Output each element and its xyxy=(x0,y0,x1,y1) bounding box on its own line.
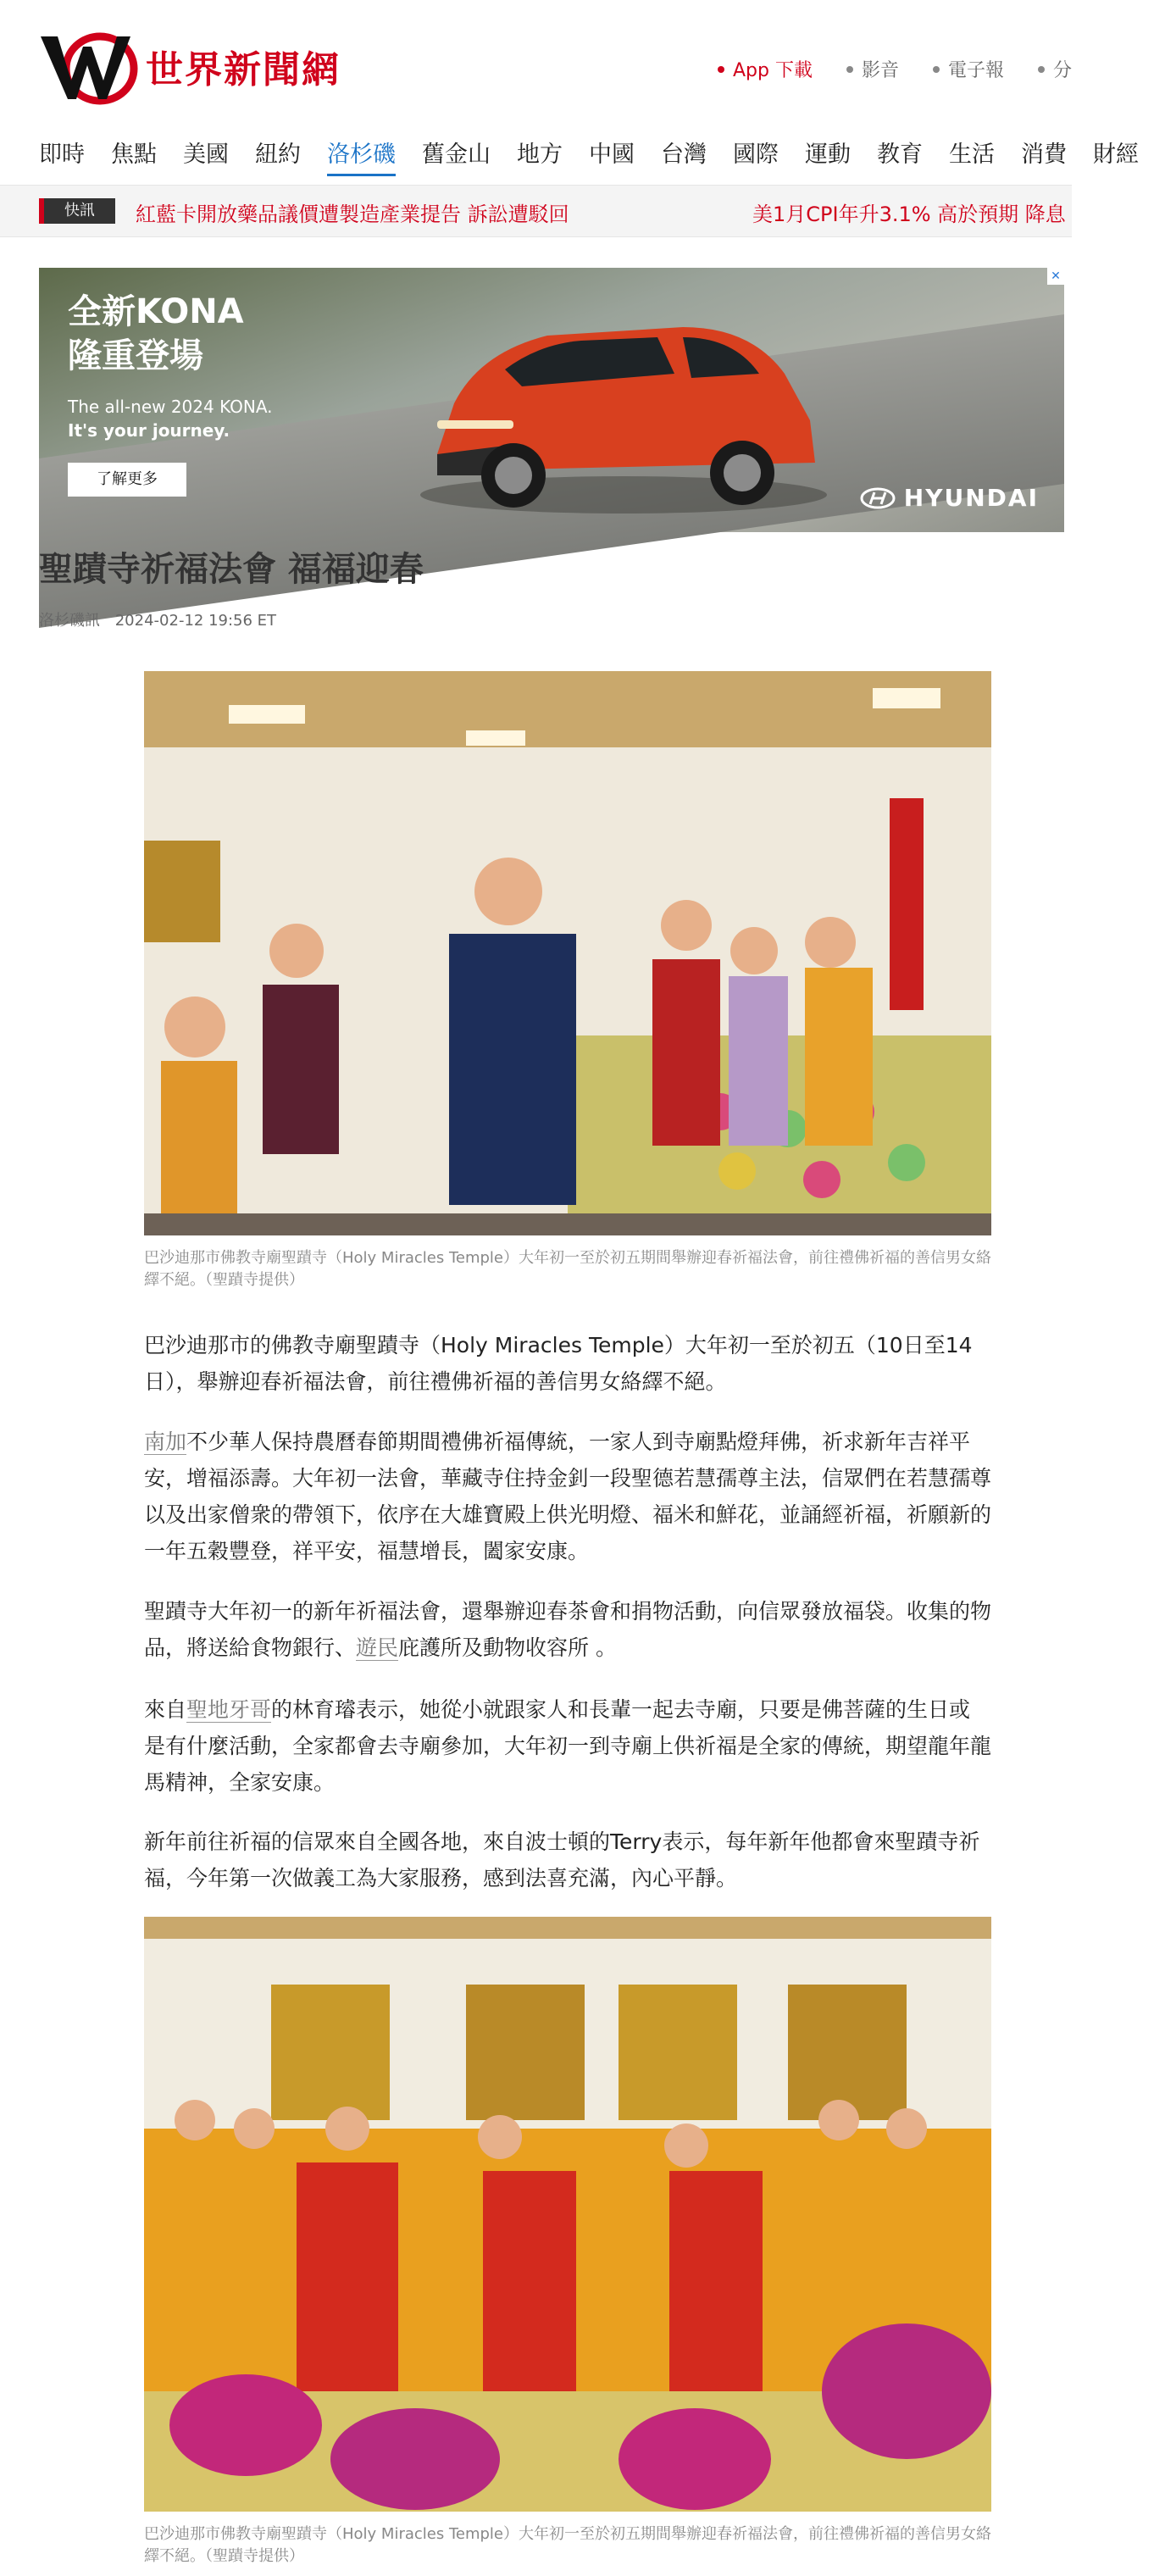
tag-link-homeless[interactable]: 遊民 xyxy=(356,1635,399,1660)
ad-tagline-line: The all-new 2024 KONA. xyxy=(68,397,273,417)
main-nav xyxy=(39,136,1165,176)
app-download-link[interactable] xyxy=(718,56,813,82)
nav-item-international[interactable]: 國際 xyxy=(733,142,779,168)
nav-item-san-francisco[interactable]: 舊金山 xyxy=(422,142,491,168)
paragraph-text: 聖蹟寺大年初一的新年祈福法會，還舉辦迎春茶會和捐物活動，向信眾發放福袋。收集的物品，將送給食物銀行、 xyxy=(144,1599,992,1660)
bullet-icon xyxy=(933,66,940,73)
ad-brand-logo xyxy=(860,484,1039,512)
paragraph-text: 不少華人保持農曆春節期間禮佛祈福傳統，一家人到寺廟點燈拜佛，祈求新年吉祥平安，增福添壽。大年初一法會，華藏寺住持金釗一段聖德若慧孺尊主法，信眾們在若慧孺尊以及出家僧衆的帶領下，依序在大雄寶殿上供光明燈、福米和鮮花，並誦經祈福，祈願新的一年五穀豐登，祥平安，福慧增長，闔家安康。 xyxy=(144,1430,992,1563)
article-photo[interactable] xyxy=(144,1917,991,2512)
article-paragraph xyxy=(144,1593,991,1666)
nav-item-new-york[interactable]: 紐約 xyxy=(255,142,301,168)
nav-item-local[interactable]: 地方 xyxy=(517,142,563,168)
ad-close-icon[interactable]: ✕ xyxy=(1047,268,1064,285)
logo-mark-icon xyxy=(39,28,141,104)
article-title: 聖蹟寺祈福法會 福福迎春 xyxy=(39,550,424,589)
top-link-label: 分 xyxy=(1052,60,1072,81)
article-source: 洛杉磯訊 xyxy=(39,612,100,630)
ad-headline: 全新KONA 隆重登場 xyxy=(68,292,244,375)
nav-item-taiwan[interactable]: 台灣 xyxy=(661,142,707,168)
top-link-label: 電子報 xyxy=(947,60,1004,81)
nav-item-sports[interactable]: 運動 xyxy=(805,142,851,168)
nav-item-finance[interactable]: 財經 xyxy=(1093,142,1139,168)
tag-link-san-diego[interactable]: 聖地牙哥 xyxy=(186,1697,272,1722)
monks-ceremony-photo xyxy=(144,1917,991,2512)
nav-item-los-angeles[interactable]: 洛杉磯 xyxy=(327,136,396,176)
top-link-label: App 下載 xyxy=(732,60,813,81)
share-link[interactable] xyxy=(1038,56,1072,82)
hyundai-logo-icon xyxy=(860,487,896,509)
ad-tagline xyxy=(68,395,273,442)
top-links xyxy=(684,56,1072,82)
bullet-icon xyxy=(846,66,853,73)
article-paragraph xyxy=(144,1691,991,1801)
nav-item-china[interactable]: 中國 xyxy=(589,142,635,168)
tag-link-socal[interactable]: 南加 xyxy=(144,1430,187,1454)
ad-tagline-line: It's your journey. xyxy=(68,420,230,441)
article-datetime: 2024-02-12 19:56 ET xyxy=(114,612,277,630)
article-paragraph: 新年前往祈福的信眾來自全國各地，來自波士頓的Terry表示，每年新年他都會來聖蹟寺祈福，今年第一次做義工為大家服務，感到法喜充滿，內心平靜。 xyxy=(144,1829,980,1890)
video-link[interactable] xyxy=(846,56,899,82)
site-header xyxy=(0,0,1072,127)
nav-item-realtime[interactable]: 即時 xyxy=(39,142,85,168)
bullet-icon xyxy=(718,66,724,73)
nav-item-usa[interactable]: 美國 xyxy=(183,142,229,168)
newsletter-link[interactable] xyxy=(933,56,1004,82)
article-photo[interactable] xyxy=(144,671,991,1235)
site-logo[interactable] xyxy=(39,25,378,107)
ad-learn-more-button[interactable]: 了解更多 xyxy=(68,463,186,497)
ticker-headline[interactable]: 美1月CPI年升3.1% 高於預期 降息 xyxy=(752,203,1066,226)
temple-ceremony-photo xyxy=(144,671,991,1235)
article-meta xyxy=(39,608,286,630)
paragraph-text: 庇護所及動物收容所 。 xyxy=(398,1635,617,1660)
ad-brand-name: HYUNDAI xyxy=(903,484,1039,512)
breaking-news-ticker xyxy=(0,185,1072,237)
nav-item-education[interactable]: 教育 xyxy=(877,142,923,168)
site-name: 世界新聞網 xyxy=(146,48,341,92)
advertisement-banner[interactable] xyxy=(39,268,1064,532)
paragraph-text: 的林育璿表示，她從小就跟家人和長輩一起去寺廟，只要是佛菩薩的生日或是有什麼活動，全家都會去寺廟參加，大年初一到寺廟上供祈福是全家的傳統，期望龍年龍馬精神，全家安康。 xyxy=(144,1697,992,1795)
article-paragraph xyxy=(144,1424,991,1569)
photo-caption: 巴沙迪那市佛教寺廟聖蹟寺（Holy Miracles Temple）大年初一至於初五期間舉辦迎春祈福法會，前往禮佛祈福的善信男女絡繹不絕。（聖蹟寺提供） xyxy=(144,1249,991,1289)
nav-item-focus[interactable]: 焦點 xyxy=(111,142,157,168)
bullet-icon xyxy=(1038,66,1045,73)
ad-car-image xyxy=(403,293,844,522)
nav-item-consumer[interactable]: 消費 xyxy=(1021,142,1067,168)
paragraph-text: 來自 xyxy=(144,1697,187,1722)
top-link-label: 影音 xyxy=(861,60,899,81)
nav-item-life[interactable]: 生活 xyxy=(949,142,995,168)
ticker-headline[interactable]: 紅藍卡開放藥品議價遭製造產業提告 訴訟遭駁回 xyxy=(136,203,569,226)
breaking-badge: 快訊 xyxy=(39,198,115,224)
photo-caption: 巴沙迪那市佛教寺廟聖蹟寺（Holy Miracles Temple）大年初一至於初五期間舉辦迎春祈福法會，前往禮佛祈福的善信男女絡繹不絕。（聖蹟寺提供） xyxy=(144,2525,991,2565)
article-paragraph: 巴沙迪那市的佛教寺廟聖蹟寺（Holy Miracles Temple）大年初一至於初五（10日至14日），舉辦迎春祈福法會，前往禮佛祈福的善信男女絡繹不絕。 xyxy=(144,1333,973,1394)
